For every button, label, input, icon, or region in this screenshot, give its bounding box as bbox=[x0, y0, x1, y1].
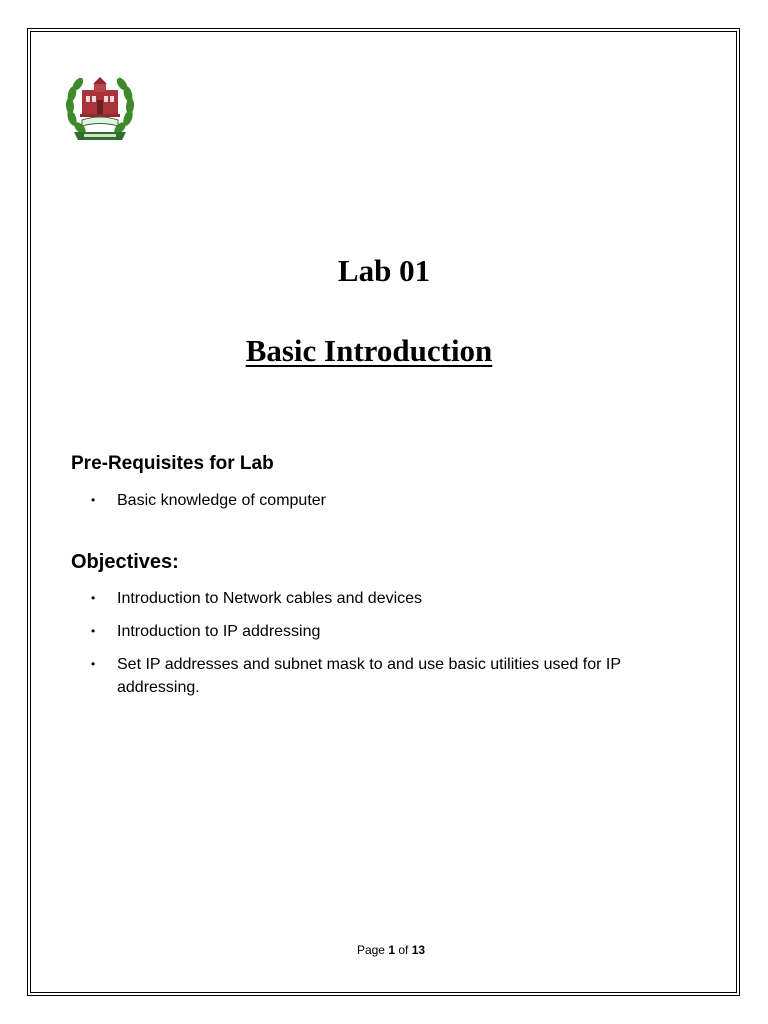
list-item-text: Introduction to Network cables and devices bbox=[117, 590, 423, 607]
objectives-heading: Objectives: bbox=[71, 551, 179, 573]
total-pages-number: 13 bbox=[411, 943, 426, 957]
list-item-text: Set IP addresses and subnet mask to and use basic utilities used for IP addressing. bbox=[117, 656, 621, 696]
page-border bbox=[30, 31, 737, 993]
bullet-icon: • bbox=[91, 591, 96, 605]
university-crest-icon bbox=[60, 66, 140, 150]
list-item bbox=[71, 653, 671, 699]
page-footer bbox=[0, 943, 768, 957]
bullet-icon: • bbox=[91, 493, 96, 507]
bullet-icon: • bbox=[91, 657, 96, 671]
list-item bbox=[71, 587, 671, 610]
of-label: of bbox=[398, 943, 409, 957]
lab-subtitle: Basic Introduction bbox=[245, 333, 493, 368]
objectives-list bbox=[71, 587, 671, 709]
list-item bbox=[71, 620, 671, 643]
prerequisites-heading: Pre-Requisites for Lab bbox=[71, 453, 274, 474]
lab-title: Lab 01 bbox=[337, 253, 431, 288]
current-page-number: 1 bbox=[388, 943, 395, 957]
page-label: Page bbox=[356, 943, 385, 957]
bullet-icon: • bbox=[91, 624, 96, 638]
list-item-text: Introduction to IP addressing bbox=[117, 623, 321, 640]
list-item bbox=[71, 489, 671, 512]
prerequisites-list bbox=[71, 489, 671, 512]
list-item-text: Basic knowledge of computer bbox=[117, 492, 326, 509]
